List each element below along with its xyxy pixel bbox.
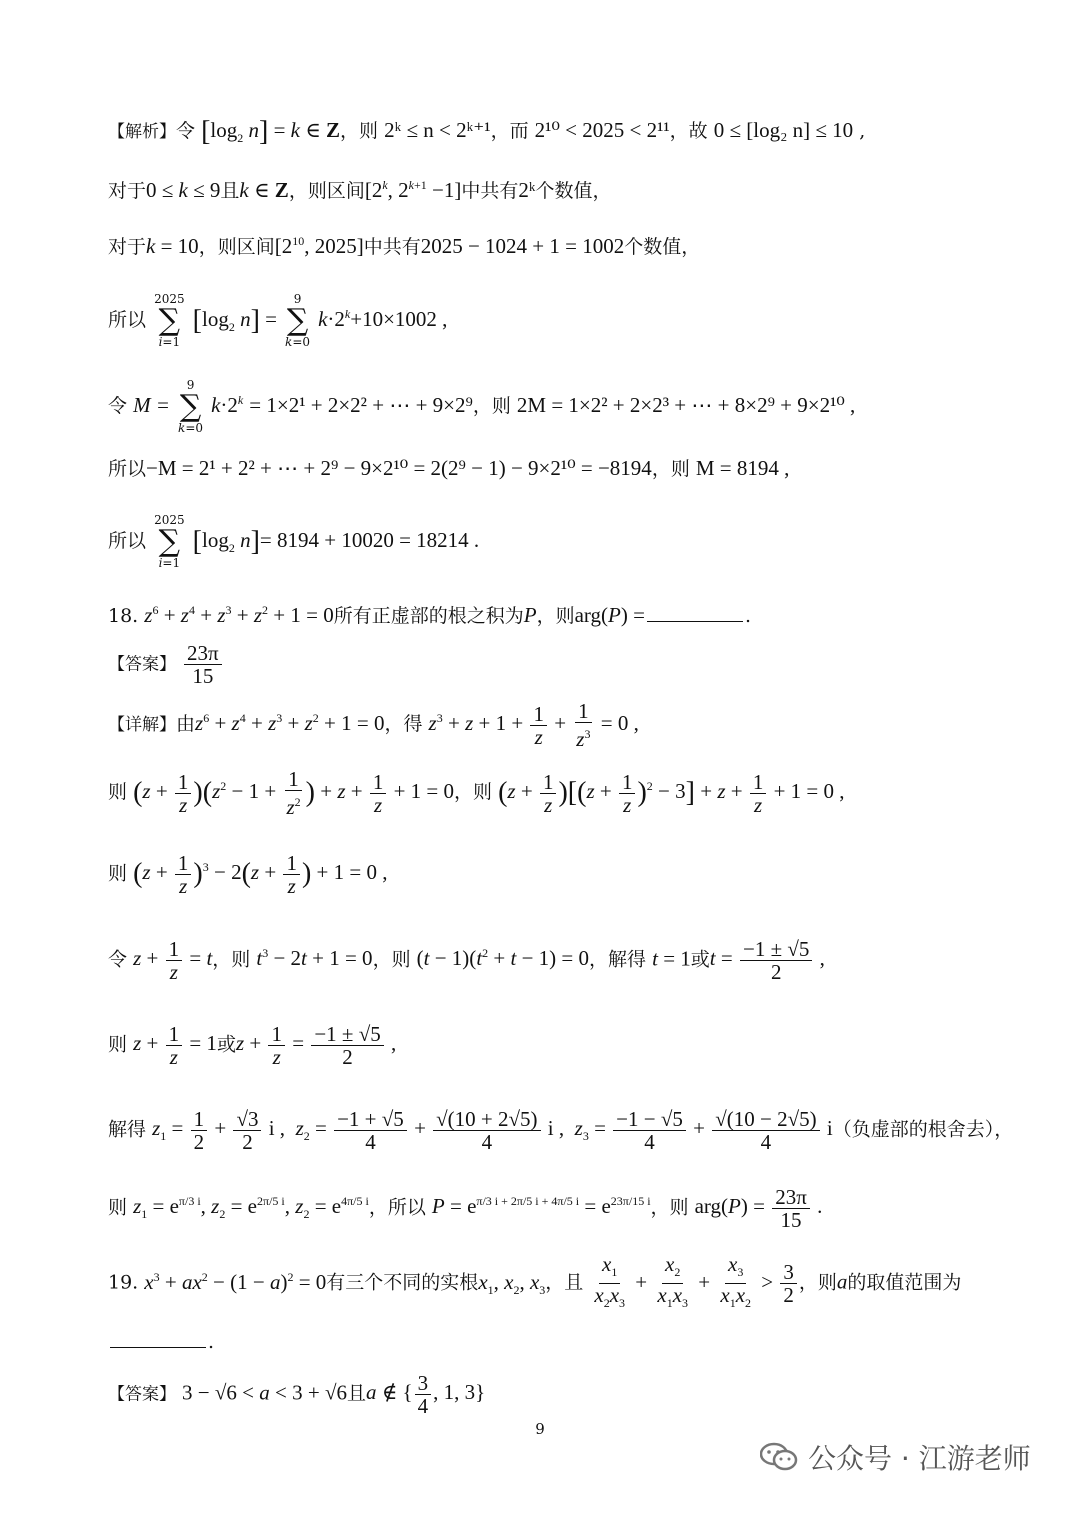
formula: [$\log_2$ n] = k ∈ Z	[201, 116, 341, 148]
formula: $z^6 + z^4 + z^3 + z^2 + 1 = 0$	[144, 603, 334, 627]
formula: a ∉ { $\frac{3}{4}$ , 1, 3}	[366, 1371, 486, 1418]
text: ，则	[798, 1271, 837, 1294]
text: ，所以	[368, 1196, 426, 1219]
analysis-line-3	[108, 229, 1020, 259]
question-19-blank: .	[108, 1330, 1020, 1354]
answer-18	[108, 642, 1020, 687]
formula: 2ᵏ	[518, 178, 536, 202]
text: 令	[108, 395, 128, 417]
formula: 3 − √6 < a < 3 + √6	[182, 1380, 347, 1405]
answer-blank	[110, 1347, 206, 1348]
formula: P	[523, 603, 537, 627]
formula: t = 1	[652, 946, 691, 971]
text: 且	[346, 1382, 366, 1405]
detail-line-7	[108, 1186, 1020, 1231]
formula: [2$^k$, $2^{k+1} -1$]	[364, 178, 462, 202]
analysis-line-5	[108, 370, 1020, 436]
wechat-icon	[760, 1442, 798, 1472]
formula: $z^3 + z + 1$ + $\frac{1}{z}$ + $\frac{1}{z^3}$ = 0 ,	[428, 699, 639, 751]
text: ，则	[454, 780, 493, 803]
text: 则	[108, 1033, 128, 1056]
detail-line-6	[108, 1108, 1020, 1153]
formula: = 1×2¹ + 2×2² + ⋯ + 9×2⁹	[249, 393, 473, 417]
text: ，则区间	[198, 236, 275, 258]
formula: +10×1002 ,	[350, 307, 448, 331]
formula: $z_1$ = $\frac{1}{2}$ + $\frac{√3}{2}$ i , $z_2$ = $\frac{-1 + √5}{4}$ + $\frac{√(10 + 2√5)}{4}$ i , $z_3$ = $\frac{-1 - √5}{4}$ + $\frac{√(10 - 2√5)}{4}$ i	[152, 1107, 833, 1154]
text: 或	[216, 1033, 236, 1056]
question-number: 19.	[108, 1271, 139, 1294]
formula: M = 8194 ,	[695, 456, 790, 480]
text: 由	[176, 712, 196, 735]
text: 或	[690, 948, 710, 971]
formula: 2¹⁰ < 2025 < 2¹¹	[534, 118, 670, 142]
formula: k ∈ Z	[239, 178, 289, 202]
sum-symbol: 9 ∑ k=0	[285, 292, 311, 349]
formula: (z + $\frac{1}{z}$ )($z^2 - 1$ + $\frac{1}{z^2}$ ) + z + $\frac{1}{z}$ + 1 = 0	[133, 767, 455, 819]
formula: $P = e^{\pi/3 i + 2\pi/5 i + 4\pi/5 i} = e^{23\pi/15 i}$	[431, 1194, 651, 1219]
text: ，则	[651, 458, 690, 480]
formula: a	[836, 1269, 848, 1294]
formula: z + $\frac{1}{z}$ = 1	[133, 1022, 217, 1069]
text: ，得	[384, 712, 423, 735]
formula: arg(P) =	[574, 603, 645, 627]
question-number: 18.	[108, 605, 139, 627]
formula: 0 ≤ [log₂ n] ≤ 10	[713, 118, 854, 142]
detail-line-3	[108, 852, 1020, 897]
text: 令	[176, 120, 196, 142]
text: ，则	[650, 1196, 689, 1219]
text: ，则区间	[288, 180, 365, 202]
text: ，则	[536, 605, 575, 627]
text: 所以	[108, 309, 147, 331]
detail-tag: 【详解】	[108, 714, 176, 735]
text: ，则	[372, 948, 411, 971]
analysis-tag: 【解析】	[108, 122, 176, 142]
formula: (z + $\frac{1}{z}$ )$^3$ − 2(z + $\frac{1}{z}$ ) + 1 = 0 ,	[133, 851, 388, 898]
text: 且	[220, 180, 240, 202]
page-number: 9	[535, 1420, 545, 1438]
formula: $k\cdot 2^k$	[318, 307, 351, 331]
text: ，且	[545, 1271, 584, 1294]
sum-symbol: 2025 ∑ i=1	[154, 513, 185, 570]
text: 所有正虚部的根之积为	[333, 605, 524, 627]
text: 令	[108, 948, 128, 971]
formula: $z_1 = e^{\pi/3 i}$, $z_2 = e^{2\pi/5 i}$, $z_2 = e^{4\pi/5 i}$	[133, 1194, 369, 1222]
formula: 2025 − 1024 + 1 = 1002	[420, 234, 625, 258]
text: ，则	[212, 948, 251, 971]
formula: [$2^{10}$, 2025]	[274, 234, 364, 258]
text: （负虚部的根舍去），	[832, 1118, 1014, 1141]
sum-symbol: 9 ∑ k=0	[178, 378, 204, 435]
analysis-line-4	[108, 284, 1020, 357]
text: 中共有	[461, 180, 519, 202]
answer-blank	[647, 621, 743, 622]
formula: $\frac{x_1}{x_2x_3}$ + $\frac{x_2}{x_1x_3}$ + $\frac{x_3}{x_1x_2}$ > $\frac{3}{2}$	[589, 1270, 799, 1294]
analysis-line-7	[108, 510, 1020, 578]
formula: [$\log_2$ n] =	[192, 305, 277, 337]
text: 对于	[108, 236, 147, 258]
formula: $k\cdot 2^k$	[211, 393, 244, 417]
text: 有三个不同的实根	[326, 1271, 479, 1294]
formula: z + $\frac{1}{z}$ = $\frac{-1 \pm √5}{2}$ ,	[235, 1022, 397, 1069]
question-19	[108, 1253, 1020, 1314]
formula: t = $\frac{-1 \pm √5}{2}$ ,	[709, 937, 825, 984]
answer-fraction: $\frac{23\pi}{15}$	[184, 642, 222, 687]
text: ，解得	[589, 948, 647, 971]
text: ，故	[669, 120, 708, 142]
text: 所以	[108, 458, 147, 480]
text: 则	[108, 862, 128, 885]
formula: $z^6 + z^4 + z^3 + z^2 + 1 = 0$	[195, 710, 385, 735]
text: ，则	[340, 120, 379, 142]
watermark-text: 公众号 · 江游老师	[808, 1442, 1031, 1475]
text: 则	[108, 780, 128, 803]
formula: 2ᵏ ≤ n < 2ᵏ⁺¹	[384, 118, 491, 142]
text: 对于	[108, 180, 147, 202]
text: 则	[108, 1196, 128, 1219]
formula: $t^3 - 2t + 1 = 0$	[256, 946, 373, 971]
detail-line-2	[108, 768, 1020, 818]
analysis-line-6	[108, 456, 1020, 481]
answer-19	[108, 1372, 1020, 1417]
formula: $x^3 + ax^2 - (1 - a)^2 = 0$	[144, 1269, 327, 1294]
formula: M =	[133, 393, 170, 417]
answer-tag: 【答案】	[108, 654, 176, 675]
detail-line-4	[108, 938, 1020, 983]
analysis-line-1: 【解析】令 [$\log_2$ n] = k ∈ Z，则 2ᵏ ≤ n < 2ᵏ⁺¹，而 2¹⁰ < 2025 < 2¹¹，故 0 ≤ [log₂ n] ≤ 10 ,	[108, 116, 866, 148]
text: 所以	[108, 530, 147, 552]
formula: arg(P) = $\frac{23\pi}{15}$ .	[694, 1185, 823, 1232]
text: 个数值，	[624, 236, 701, 258]
sum-symbol: 2025 ∑ i=1	[154, 292, 185, 349]
formula: = 8194 + 10020 = 18214 .	[259, 528, 480, 552]
text: 的取值范围为	[847, 1271, 962, 1294]
text: 中共有	[363, 236, 421, 258]
formula: 2M = 1×2² + 2×2³ + ⋯ + 8×2⁹ + 9×2¹⁰ ,	[516, 393, 856, 417]
formula: $(t - 1)(t^2 + t - 1) = 0$	[416, 946, 590, 971]
formula: (z + $\frac{1}{z}$ )[(z + $\frac{1}{z}$ )$^2$ − 3] + z + $\frac{1}{z}$ + 1 = 0 ,	[498, 769, 845, 817]
analysis-line-2	[108, 173, 1020, 203]
formula: k = 10	[146, 234, 199, 258]
question-18: 18. $z^6 + z^4 + z^3 + z^2 + 1 = 0$所有正虚部的根之积为P，则arg(P) = .	[108, 603, 751, 627]
watermark	[760, 1437, 1031, 1477]
formula: [$\log_2$ n]	[192, 526, 260, 558]
formula: $x_1$, $x_2$, $x_3$	[478, 1269, 546, 1297]
text: ，而	[490, 120, 529, 142]
detail-line-1	[108, 700, 1020, 750]
answer-tag: 【答案】	[108, 1384, 176, 1405]
text: ，则	[472, 395, 511, 417]
formula: −M = 2¹ + 2² + ⋯ + 2⁹ − 9×2¹⁰ = 2(2⁹ − 1) − 9×2¹⁰ = −8194	[146, 456, 652, 480]
formula: z + $\frac{1}{z}$ = t	[133, 937, 213, 984]
detail-line-5	[108, 1023, 1020, 1068]
text: 个数值，	[535, 180, 612, 202]
text: 解得	[108, 1118, 147, 1141]
formula: 0 ≤ k ≤ 9	[146, 178, 221, 202]
